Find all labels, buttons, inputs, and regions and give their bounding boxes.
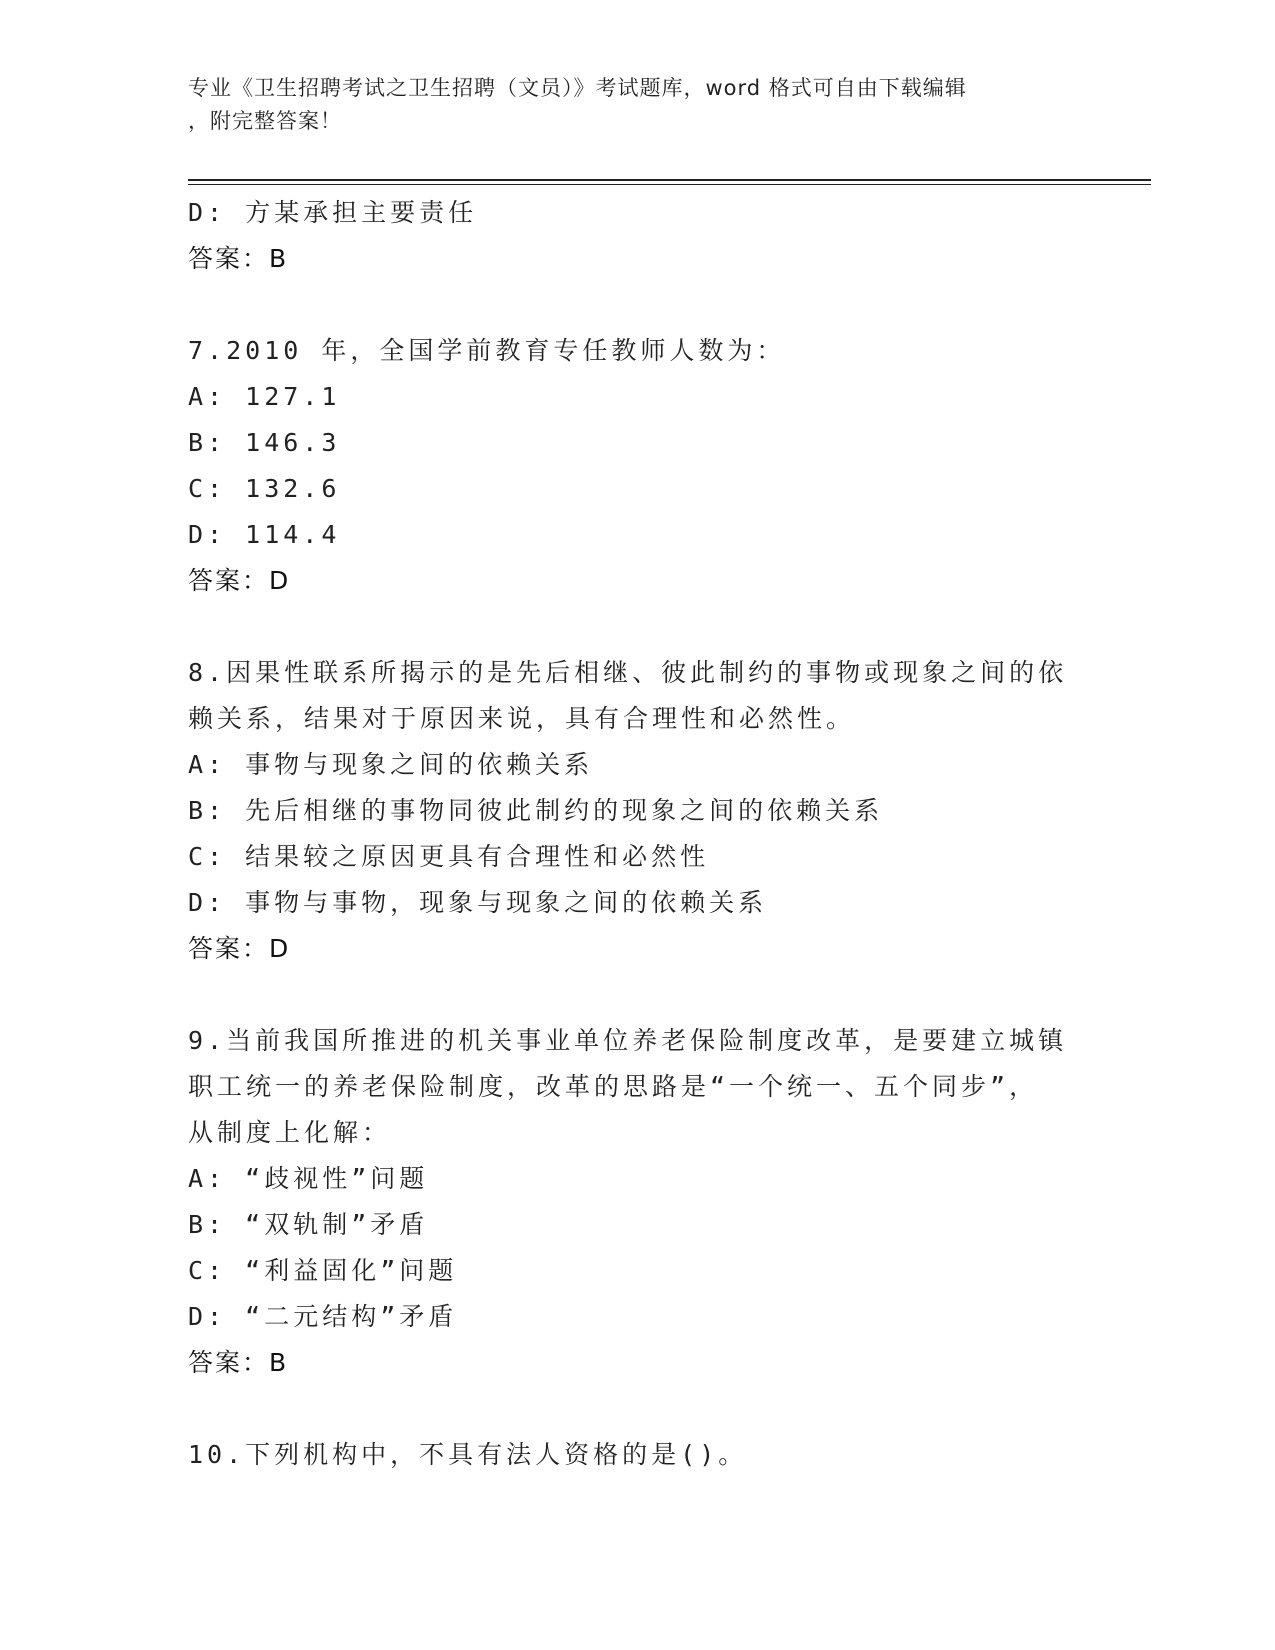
question-stem: 职工统一的养老保险制度，改革的思路是“一个统一、五个同步”， [188, 1072, 1039, 1101]
answer: 答案：D [188, 934, 291, 963]
answer: 答案：B [188, 1348, 289, 1377]
header-divider-thin [188, 184, 1151, 185]
question-stem: 从制度上化解： [188, 1118, 392, 1147]
question-8 [188, 650, 1088, 972]
option-b: B: “双轨制”矛盾 [188, 1210, 429, 1239]
option-b: B: 146.3 [188, 428, 341, 457]
question-stem: 8.因果性联系所揭示的是先后相继、彼此制约的事物或现象之间的依 [188, 658, 1068, 687]
document-header [188, 72, 1088, 138]
option-d: D: 114.4 [188, 520, 341, 549]
question-list [188, 190, 1088, 1478]
question-stem: 10.下列机构中，不具有法人资格的是()。 [188, 1440, 748, 1469]
question-9 [188, 1018, 1088, 1386]
answer: 答案：D [188, 566, 291, 595]
option-c: C: “利益固化”问题 [188, 1256, 458, 1285]
question-7 [188, 328, 1088, 604]
header-line-2: ，附完整答案！ [188, 109, 342, 133]
option-a: A: 127.1 [188, 382, 341, 411]
option-d: D: “二元结构”矛盾 [188, 1302, 458, 1331]
header-line-1: 专业《卫生招聘考试之卫生招聘（文员）》考试题库，word 格式可自由下载编辑 [188, 76, 967, 100]
question-6-tail [188, 190, 1088, 282]
option-d: D: 事物与事物，现象与现象之间的依赖关系 [188, 888, 768, 917]
option-b: B: 先后相继的事物同彼此制约的现象之间的依赖关系 [188, 796, 884, 825]
question-stem: 7.2010 年，全国学前教育专任教师人数为： [188, 336, 786, 365]
option-c: C: 结果较之原因更具有合理性和必然性 [188, 842, 710, 871]
option-c: C: 132.6 [188, 474, 341, 503]
option-a: A: 事物与现象之间的依赖关系 [188, 750, 594, 779]
header-divider-thick [188, 179, 1151, 181]
option-a: A: “歧视性”问题 [188, 1164, 429, 1193]
question-stem: 赖关系，结果对于原因来说，具有合理性和必然性。 [188, 704, 856, 733]
question-10 [188, 1432, 1088, 1478]
option-d: D: 方某承担主要责任 [188, 198, 478, 227]
question-stem: 9.当前我国所推进的机关事业单位养老保险制度改革，是要建立城镇 [188, 1026, 1068, 1055]
answer: 答案：B [188, 244, 289, 273]
